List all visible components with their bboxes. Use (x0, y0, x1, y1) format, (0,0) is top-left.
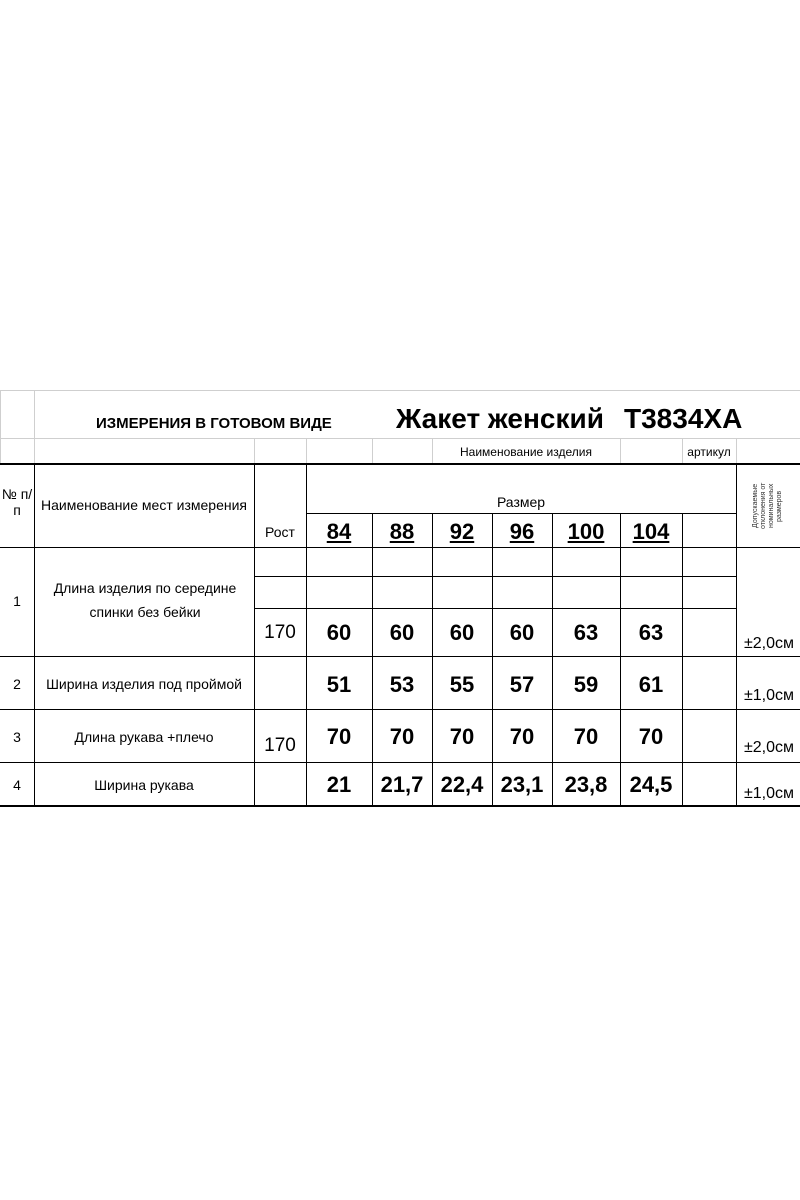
product-name-label: Наименование изделия (460, 445, 592, 459)
row-1-val-84: 60 (326, 620, 352, 645)
size-col-84: 84 (326, 519, 352, 544)
row-2-val-92: 55 (449, 672, 475, 697)
article-label: артикул (687, 445, 731, 459)
height-header: Рост (265, 524, 295, 540)
row-3-val-92: 70 (449, 724, 475, 749)
name-header: Наименование мест измерения (40, 497, 247, 513)
row-3-val-88: 70 (389, 724, 415, 749)
row-2-val-88: 53 (389, 672, 415, 697)
tolerance-header: Допускаемые отклонения от номинальных размеров (752, 482, 783, 530)
row-4-tolerance: ±1,0см (743, 785, 795, 802)
row-1-val-96: 60 (509, 620, 535, 645)
row-4-val-84: 21 (326, 772, 352, 797)
row-3-val-96: 70 (509, 724, 535, 749)
num-header: № п/п (1, 486, 33, 518)
row-2-val-100: 59 (573, 672, 599, 697)
row-4-val-104: 24,5 (629, 772, 673, 797)
row-1-val-92: 60 (449, 620, 475, 645)
size-col-88: 88 (389, 519, 415, 544)
row-3-val-100: 70 (573, 724, 599, 749)
size-header: Размер (496, 494, 546, 510)
row-4-val-100: 23,8 (564, 772, 608, 797)
row-3-tolerance: ±2,0см (743, 739, 795, 756)
row-2-tolerance: ±1,0см (743, 687, 795, 704)
row-3-num: 3 (13, 729, 21, 745)
size-chart-table (0, 390, 800, 808)
row-4-val-92: 22,4 (440, 772, 484, 797)
row-1-tolerance: ±2,0см (743, 635, 795, 652)
row-1-name: Длина изделия по середине спинки без бейки (53, 580, 237, 620)
size-col-92: 92 (449, 519, 475, 544)
size-col-100: 100 (567, 519, 605, 544)
row-3-height: 170 (264, 735, 296, 756)
row-2-val-96: 57 (509, 672, 535, 697)
measurements-title: ИЗМЕРЕНИЯ В ГОТОВОМ ВИДЕ (96, 414, 332, 432)
row-2-num: 2 (13, 676, 21, 692)
row-1-val-104: 63 (638, 620, 664, 645)
row-4-name: Ширина рукава (94, 777, 194, 793)
row-3-name: Длина рукава +плечо (74, 729, 214, 745)
product-title: Жакет женский (396, 403, 604, 434)
row-4-val-88: 21,7 (380, 772, 424, 797)
row-4-num: 4 (13, 777, 21, 793)
size-col-96: 96 (509, 519, 535, 544)
row-3-val-104: 70 (638, 724, 664, 749)
row-2-name: Ширина изделия под проймой (46, 676, 242, 692)
row-1-val-100: 63 (573, 620, 599, 645)
row-2-val-84: 51 (326, 672, 352, 697)
row-2-height (254, 670, 306, 700)
row-4-height (254, 770, 306, 800)
row-4-val-96: 23,1 (500, 772, 544, 797)
row-1-num: 1 (13, 593, 21, 609)
article-number: Т3834ХА (624, 403, 743, 434)
row-3-val-84: 70 (326, 724, 352, 749)
row-2-val-104: 61 (638, 672, 664, 697)
row-1-val-88: 60 (389, 620, 415, 645)
row-1-height: 170 (264, 622, 296, 643)
size-col-104: 104 (632, 519, 670, 544)
